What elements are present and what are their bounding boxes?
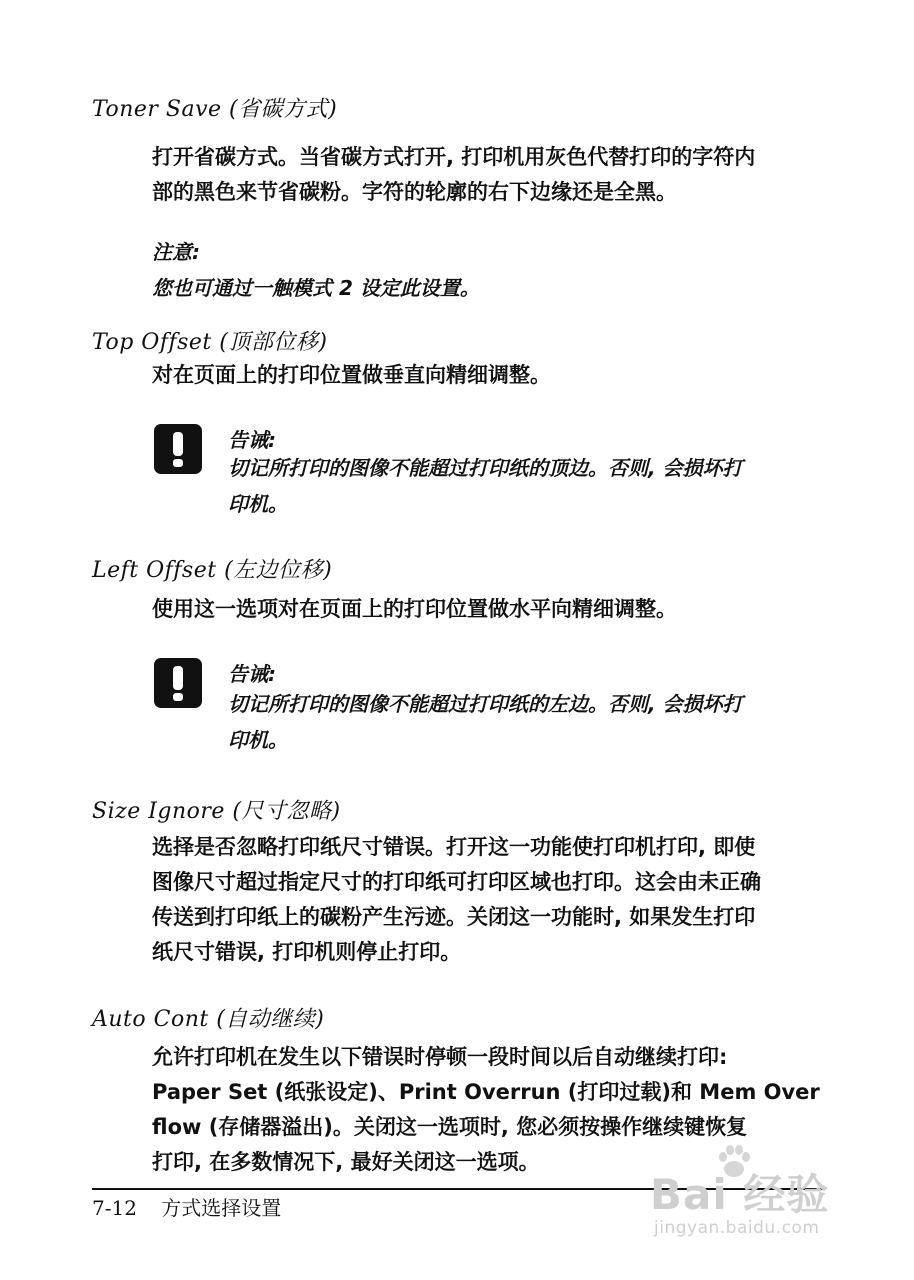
warning-body <box>228 686 828 758</box>
page-number: 7-12 <box>92 1196 137 1220</box>
text-line: 打开省碳方式。当省碳方式打开, 打印机用灰色代替打印的字符内 <box>152 145 756 169</box>
watermark-url: jingyan.baidu.com <box>654 1218 820 1238</box>
warning-icon <box>154 424 202 474</box>
text-line: 传送到打印纸上的碳粉产生污迹。关闭这一功能时, 如果发生打印 <box>152 905 756 929</box>
text-line: 允许打印机在发生以下错误时停顿一段时间以后自动继续打印: <box>152 1045 728 1069</box>
text-line: 选择是否忽略打印纸尺寸错误。打开这一功能使打印机打印, 即使 <box>152 835 756 859</box>
note-body: 您也可通过一触模式 2 设定此设置。 <box>152 276 480 300</box>
text-line: 对在页面上的打印位置做垂直向精细调整。 <box>152 363 551 387</box>
warning-body <box>228 450 828 522</box>
paragraph-toner-save <box>152 140 832 210</box>
paragraph-size-ignore <box>152 830 832 970</box>
text-line: Paper Set (纸张设定)、Print Overrun (打印过载)和 Mem Over <box>152 1080 820 1104</box>
text-line: flow (存储器溢出)。关闭这一选项时, 您必须按操作继续键恢复 <box>152 1115 748 1139</box>
text-line: 切记所打印的图像不能超过打印纸的左边。否则, 会损坏打 <box>228 692 743 716</box>
page-footer <box>92 1192 281 1221</box>
text-line: 图像尺寸超过指定尺寸的打印纸可打印区域也打印。这会由未正确 <box>152 870 761 894</box>
text-line: 部的黑色来节省碳粉。字符的轮廓的右下边缘还是全黑。 <box>152 180 677 204</box>
paragraph-left-offset <box>152 592 832 627</box>
heading-top-offset: Top Offset (顶部位移) <box>92 330 328 355</box>
text-line: 印机。 <box>228 492 288 516</box>
note-title: 注意: <box>152 240 200 264</box>
warning-icon <box>154 658 202 708</box>
chapter-title: 方式选择设置 <box>161 1196 282 1220</box>
text-line: 使用这一选项对在页面上的打印位置做水平向精细调整。 <box>152 597 677 621</box>
warning-title: 告诫: <box>228 428 276 452</box>
heading-left-offset: Left Offset (左边位移) <box>92 558 333 583</box>
baidu-watermark <box>640 1140 880 1250</box>
watermark-logo: Bai 经验 <box>650 1170 830 1219</box>
text-line: 切记所打印的图像不能超过打印纸的顶边。否则, 会损坏打 <box>228 456 743 480</box>
text-line: 印机。 <box>228 728 288 752</box>
text-line: 打印, 在多数情况下, 最好关闭这一选项。 <box>152 1150 540 1174</box>
text-line: 纸尺寸错误, 打印机则停止打印。 <box>152 940 462 964</box>
heading-auto-cont: Auto Cont (自动继续) <box>92 1007 325 1032</box>
warning-title: 告诫: <box>228 662 276 686</box>
heading-size-ignore: Size Ignore (尺寸忽略) <box>92 799 341 824</box>
heading-toner-save: Toner Save (省碳方式) <box>92 97 338 122</box>
paragraph-top-offset <box>152 358 832 393</box>
